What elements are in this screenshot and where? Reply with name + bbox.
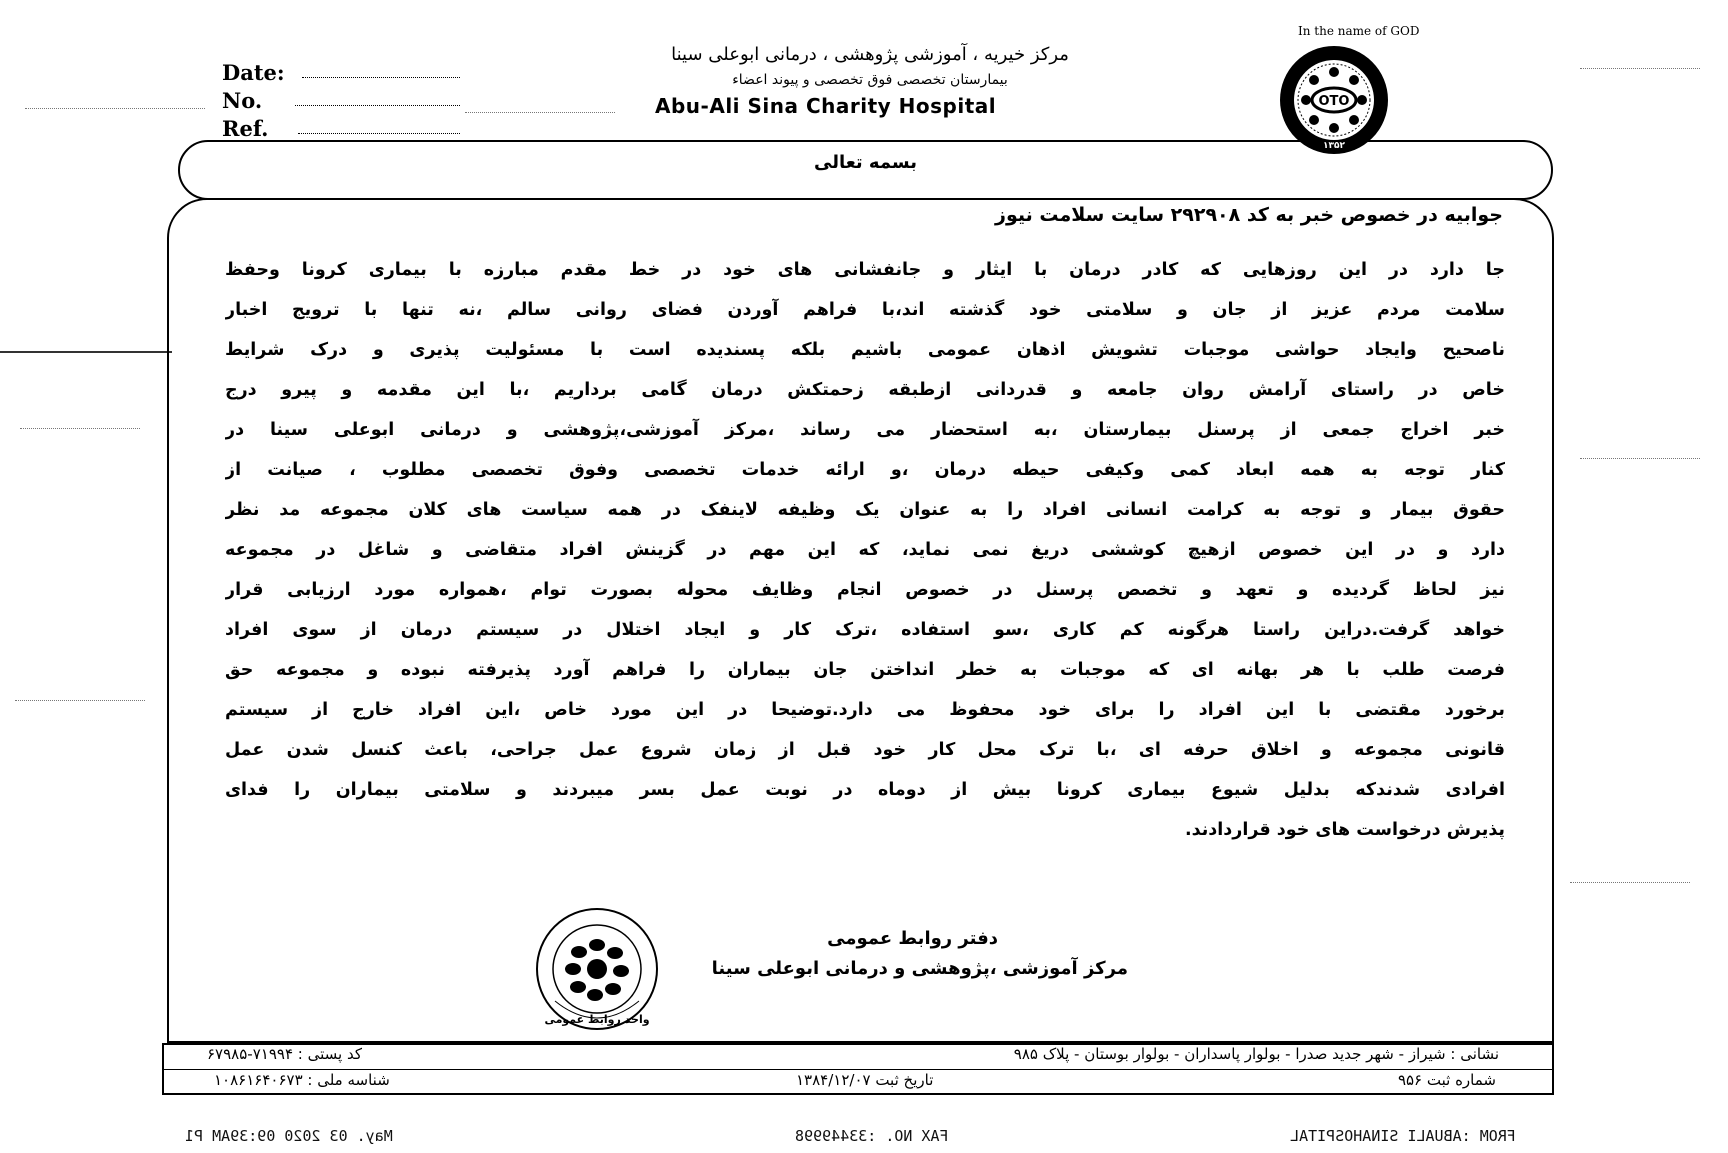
letter-line: برخورد مقتضی با این افراد را برای خود محفوظ می دارد.توضیحا در این مورد خاص ،این افراد خارج از سیستم — [225, 700, 1505, 720]
letter-line: دارد و در این خصوص ازهیچ کوششی دریغ نمی نماید، که این مهم در گزینش افراد متقاضی و شاغل در مجموعه — [225, 540, 1505, 560]
letter-line: ناصحیح وایجاد حواشی موجبات تشویش اذهان عمومی باشیم بلکه پسندیده است با مسئولیت پذیری و درک شرایط — [225, 340, 1505, 360]
registration-number: شماره ثبت ۹۵۶ — [1397, 1071, 1496, 1089]
signature-office: دفتر روابط عمومی — [827, 928, 998, 949]
logo-year: ۱۳۵۲ — [1323, 141, 1345, 151]
national-id: شناسه ملی : ۱۰۸۶۱۶۴۰۶۷۳ — [214, 1071, 390, 1089]
postal-code: کد پستی : ۷۱۹۹۴-۶۷۹۸۵ — [207, 1045, 362, 1063]
registration-date: تاریخ ثبت ۱۳۸۴/۱۲/۰۷ — [796, 1071, 934, 1089]
date-label: Date: — [222, 60, 285, 85]
bismillah-text: بسمه تعالی — [814, 152, 917, 173]
letter-line: نیز لحاظ گردیده و تعهد و تخصص پرسنل در خصوص انجام وظایف محوله بصورت توام ،همواره مورد ارزیابی قرار — [225, 580, 1505, 600]
letter-line: سلامت مردم عزیز از جان و سلامتی خود گذشته اند،با فراهم آوردن فضای روانی سالم ،نه تنها با ترویج اخبار — [225, 300, 1505, 320]
letter-line: خواهد گرفت.دراین راستا هرگونه کم کاری ،سو استفاده ،ترک کار و ایجاد اختلال در سیستم درمان از سوی افراد — [225, 620, 1505, 640]
number-label: No. — [222, 88, 263, 113]
address-divider — [164, 1069, 1552, 1070]
number-line — [295, 105, 460, 106]
scan-artifact — [20, 428, 140, 429]
letter-line: فرصت طلب با هر بهانه ای که موجبات به خطر انداختن جان بیماران را فراهم آورد پذیرفته نبوده و مجموعه حق — [225, 660, 1505, 680]
letter-line: خبر اخراج جمعی از پرسنل بیمارستان ،به استحضار می رساند ،مرکز آموزشی،پژوهشی و درمانی ابوعلی سینا در — [225, 420, 1505, 440]
letter-line: پذیرش درخواست های خود قراردادند. — [1184, 820, 1505, 840]
scan-artifact — [1580, 458, 1700, 459]
signature-center: مرکز آموزشی ،پژوهشی و درمانی ابوعلی سینا — [711, 958, 1128, 979]
scan-artifact — [1580, 68, 1700, 69]
scan-artifact — [465, 112, 615, 113]
letter-subject: جوابیه در خصوص خبر به کد ۲۹۲۹۰۸ سایت سلامت نیوز — [995, 204, 1503, 226]
date-line — [302, 77, 460, 78]
letter-line: حقوق بیمار و توجه به کرامت انسانی افراد را به عنوان یک وظیفه لاینفک در همه سیاست های کلان مجموعه مد نظر — [225, 500, 1505, 520]
reference-label: Ref. — [222, 116, 269, 141]
reference-line — [298, 133, 460, 134]
letter-line: قانونی مجموعه و اخلاق حرفه ای ،با ترک محل کار خود قبل از زمان شروع عمل جراحی، باعث کنسل شدن عمل — [225, 740, 1505, 760]
fax-number: FAX NO. :33449998 — [795, 1127, 949, 1145]
scan-artifact — [15, 700, 145, 701]
letterhead-subtitle: بیمارستان تخصصی فوق تخصصی و پیوند اعضاء — [732, 72, 1008, 88]
stamp-label: واحد روابط عمومی — [544, 1013, 650, 1026]
letterhead-title: مرکز خیریه ، آموزشی پژوهشی ، درمانی ابوعلی سینا — [671, 44, 1069, 65]
scan-artifact — [25, 108, 205, 109]
letter-body — [225, 250, 1505, 850]
fax-datetime: May. 03 2020 09:39AM P1 — [185, 1127, 393, 1145]
fax-from: FROM :ABUALI SINAHOSPITAL — [1290, 1127, 1516, 1145]
bismillah-banner — [178, 140, 1553, 200]
address-street: نشانی : شیراز - شهر جدید صدرا - بولوار پاسداران - بولوار بوستان - پلاک ۹۸۵ — [1013, 1045, 1499, 1063]
scan-artifact — [0, 351, 172, 353]
logo-mark: OTO — [1318, 94, 1350, 109]
letter-line: کنار توجه به همه ابعاد کمی وکیفی حیطه درمان ،و ارائه خدمات تخصصی وفوق تخصصی مطلوب ، صیانت از — [225, 460, 1505, 480]
letter-line: خاص در راستای آرامش روان جامعه و قدردانی ازطبقه زحمتکش درمان گامی برداریم ،با این مقدمه و پیرو درج — [225, 380, 1505, 400]
scan-artifact — [1570, 882, 1690, 883]
header-bismillah-english: In the name of GOD — [1298, 24, 1420, 38]
letterhead-english-name: Abu-Ali Sina Charity Hospital — [655, 94, 997, 118]
letter-line: جا دارد در این روزهایی که کادر درمان با ایثار و جانفشانی های خود در خط مقدم مبارزه با بیماری کرونا وحفظ — [225, 260, 1505, 280]
public-relations-stamp — [533, 905, 661, 1033]
letter-line: افرادی شدندکه بدلیل شیوع بیماری کرونا بیش از دوماه در نوبت عمل بسر میبردند و سلامتی بیماران را فدای — [225, 780, 1505, 800]
